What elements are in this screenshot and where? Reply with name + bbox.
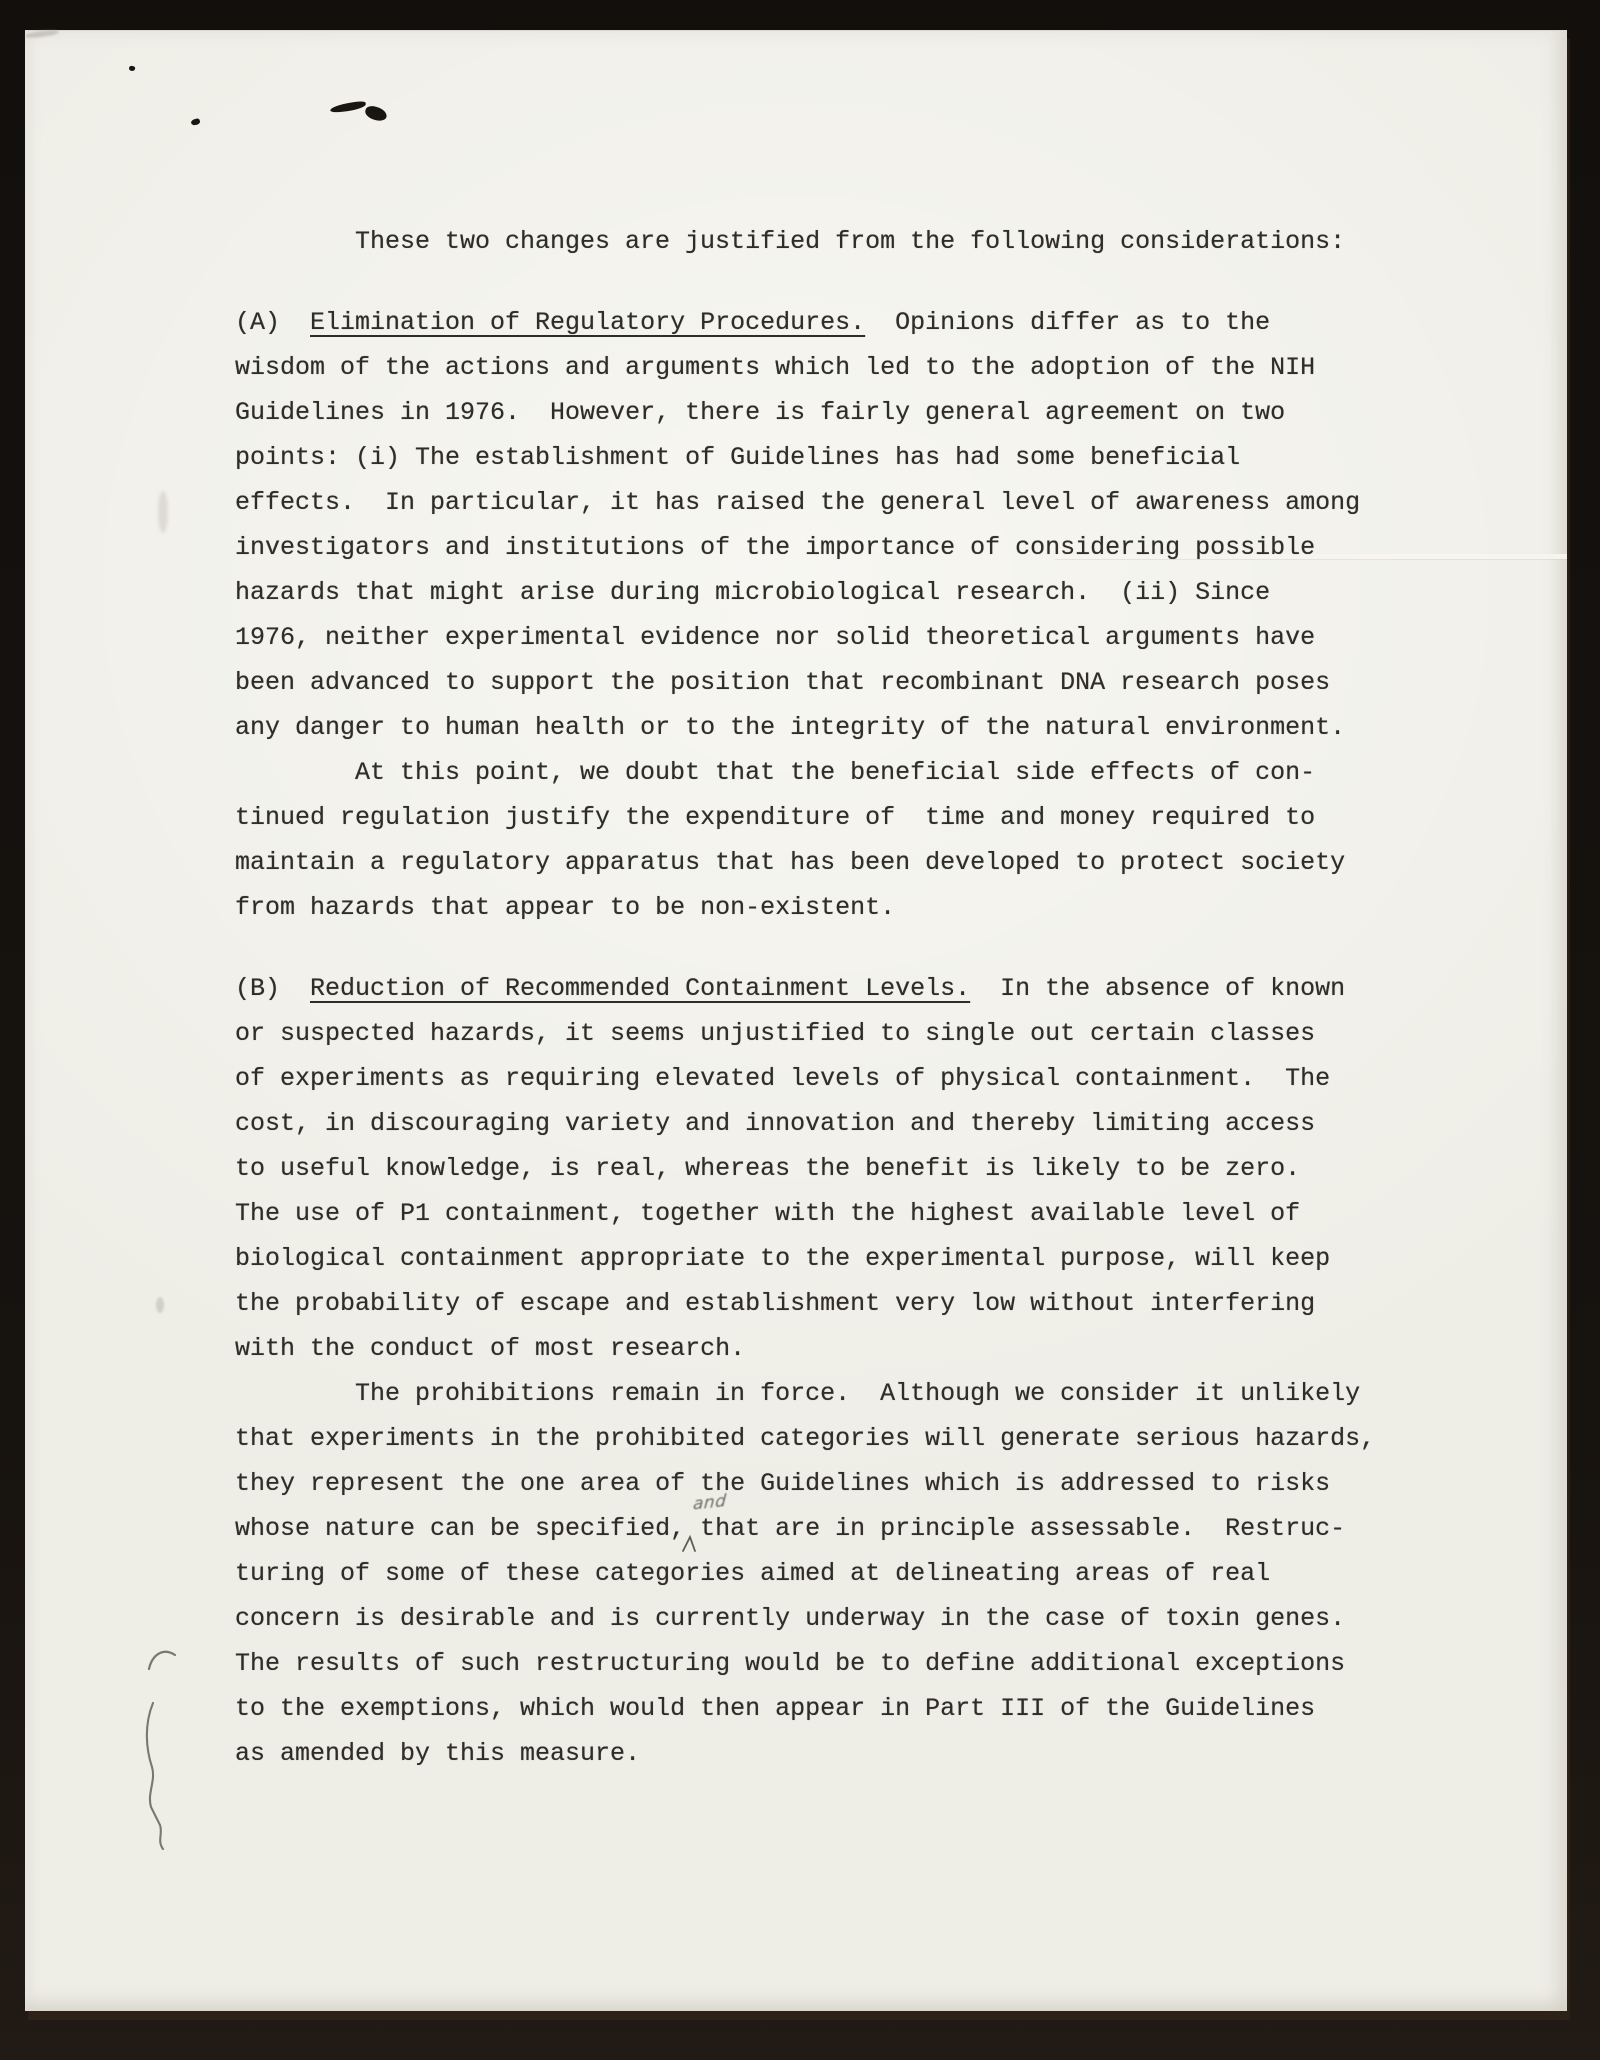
text-segment: turing of some of these categories aimed at delineating areas of real: [235, 1559, 1271, 1588]
text-segment: The use of P1 containment, together with the highest available level of: [235, 1199, 1301, 1228]
text-segment: (A): [235, 308, 311, 337]
document-line: [235, 1101, 1375, 1146]
handwritten-insertion-word: and: [692, 1491, 728, 1515]
text-segment: of experiments as requiring elevated levels of physical containment. The: [235, 1064, 1331, 1093]
text-segment: whose nature can be specified, that are in principle assessable. Restruc-: [235, 1514, 1346, 1543]
document-line: [235, 885, 1375, 930]
text-segment: The results of such restructuring would be to define additional exceptions: [235, 1649, 1346, 1678]
document-line: [235, 345, 1375, 390]
text-segment: effects. In particular, it has raised the general level of awareness among: [235, 488, 1361, 517]
ink-smudge: [364, 104, 389, 123]
text-segment: they represent the one area of the Guidelines which is addressed to risks: [235, 1469, 1331, 1498]
text-segment: wisdom of the actions and arguments which led to the adoption of the NIH: [235, 353, 1316, 382]
document-line: [235, 1056, 1375, 1101]
text-segment: been advanced to support the position that recombinant DNA research poses: [235, 668, 1331, 697]
ink-smudge: [128, 65, 135, 72]
document-line: [235, 705, 1375, 750]
text-segment: Guidelines in 1976. However, there is fairly general agreement on two: [235, 398, 1286, 427]
document-line: [235, 1461, 1375, 1506]
document-line: [235, 390, 1375, 435]
document-line: [235, 840, 1375, 885]
text-segment: These two changes are justified from the following considerations:: [355, 227, 1346, 256]
text-segment: tinued regulation justify the expenditure of time and money required to: [235, 803, 1316, 832]
text-segment: points: (i) The establishment of Guidelines has had some beneficial: [235, 443, 1241, 472]
pencil-smear: [158, 491, 168, 533]
document-text: [235, 219, 1375, 1776]
text-segment: In the absence of known: [970, 974, 1346, 1003]
document-line: [235, 1371, 1375, 1416]
text-segment: (B): [235, 974, 311, 1003]
text-segment: The prohibitions remain in force. Although we consider it unlikely: [355, 1379, 1361, 1408]
document-line: [235, 1506, 1375, 1551]
document-line: [235, 1596, 1375, 1641]
text-segment: cost, in discouraging variety and innovation and thereby limiting access: [235, 1109, 1316, 1138]
document-line: [235, 615, 1375, 660]
document-line: [235, 1191, 1375, 1236]
document-line: [235, 966, 1375, 1011]
document-line: [235, 1281, 1375, 1326]
insertion-caret-icon: [680, 1534, 700, 1554]
ink-smudge: [190, 118, 200, 126]
document-line: [235, 1011, 1375, 1056]
document-line: [235, 1326, 1375, 1371]
document-line: [235, 480, 1375, 525]
text-segment: concern is desirable and is currently underway in the case of toxin genes.: [235, 1604, 1346, 1633]
underlined-heading: Reduction of Recommended Containment Levels.: [310, 974, 971, 1003]
document-line: [235, 1236, 1375, 1281]
document-line: [235, 435, 1375, 480]
document-line: [235, 219, 1375, 264]
text-segment: to useful knowledge, is real, whereas the benefit is likely to be zero.: [235, 1154, 1301, 1183]
text-segment: hazards that might arise during microbiological research. (ii) Since: [235, 578, 1271, 607]
document-line: [235, 1551, 1375, 1596]
document-line: [235, 1641, 1375, 1686]
text-segment: from hazards that appear to be non-existent.: [235, 893, 896, 922]
text-segment: that experiments in the prohibited categories will generate serious hazards,: [235, 1424, 1376, 1453]
text-segment: with the conduct of most research.: [235, 1334, 746, 1363]
document-line: [235, 795, 1375, 840]
text-segment: to the exemptions, which would then appear in Part III of the Guidelines: [235, 1694, 1316, 1723]
text-segment: the probability of escape and establishment very low without interfering: [235, 1289, 1316, 1318]
text-segment: 1976, neither experimental evidence nor solid theoretical arguments have: [235, 623, 1316, 652]
document-line: [235, 1686, 1375, 1731]
document-line: [235, 525, 1375, 570]
text-segment: Opinions differ as to the: [865, 308, 1271, 337]
text-segment: investigators and institutions of the importance of considering possible: [235, 533, 1316, 562]
document-line: [235, 1731, 1375, 1776]
ink-smudge: [25, 29, 59, 39]
text-segment: At this point, we doubt that the beneficial side effects of con-: [355, 758, 1316, 787]
document-line: [235, 660, 1375, 705]
document-line: [235, 570, 1375, 615]
underlined-heading: Elimination of Regulatory Procedures.: [310, 308, 866, 337]
document-line: [235, 750, 1375, 795]
pencil-smear: [156, 1297, 164, 1313]
ink-smudge: [330, 101, 367, 114]
text-segment: biological containment appropriate to the experimental purpose, will keep: [235, 1244, 1331, 1273]
document-line: [235, 300, 1375, 345]
text-segment: as amended by this measure.: [235, 1739, 641, 1768]
document-line: [235, 1146, 1375, 1191]
document-page: [25, 30, 1567, 2011]
text-segment: or suspected hazards, it seems unjustified to single out certain classes: [235, 1019, 1316, 1048]
text-segment: maintain a regulatory apparatus that has been developed to protect society: [235, 848, 1346, 877]
document-line: [235, 1416, 1375, 1461]
pencil-margin-mark-icon: [137, 1643, 185, 1867]
text-segment: any danger to human health or to the integrity of the natural environment.: [235, 713, 1346, 742]
